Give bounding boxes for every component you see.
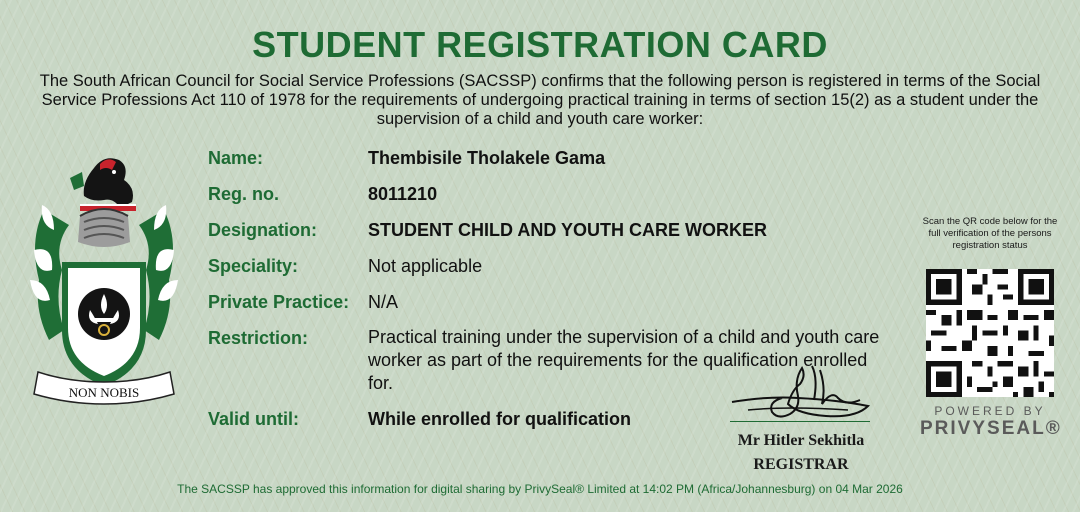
name-value: Thembisile Tholakele Gama bbox=[368, 148, 606, 168]
field-label: Restriction: bbox=[208, 328, 309, 348]
valid-until-value: While enrolled for qualification bbox=[368, 409, 632, 429]
motto-text: NON NOBIS bbox=[68, 385, 140, 400]
registrar-signature-icon bbox=[728, 360, 873, 426]
intro-text: The South African Council for Social Service Professions (SACSSP) confirms that the following person is registered in terms of the Social Service Professions Act 110 of 1978 for the requirements of undergoing practical training in terms of section 15(2) as a student under the supervision of a child and youth care worker: bbox=[39, 72, 1041, 128]
designation-value: STUDENT CHILD AND YOUTH CARE WORKER bbox=[368, 220, 767, 240]
private-practice-value: N/A bbox=[368, 292, 399, 312]
field-speciality-row bbox=[208, 254, 898, 278]
field-label: Private Practice: bbox=[208, 292, 350, 312]
coat-of-arms-icon bbox=[24, 150, 184, 410]
powered-by-label: POWERED BY bbox=[934, 404, 1046, 418]
field-private-practice-row bbox=[208, 290, 898, 314]
field-label: Designation: bbox=[208, 220, 318, 240]
field-designation-row bbox=[208, 218, 898, 242]
card-title: STUDENT REGISTRATION CARD bbox=[252, 24, 828, 65]
field-label: Valid until: bbox=[208, 409, 300, 429]
restriction-value: Practical training under the supervision of a child and youth care worker as part of the requirements for the qualification enrolled for. bbox=[368, 327, 880, 393]
regno-value: 8011210 bbox=[368, 184, 438, 204]
field-label: Name: bbox=[208, 148, 264, 168]
field-label: Reg. no. bbox=[208, 184, 279, 204]
qr-code-icon[interactable] bbox=[926, 269, 1054, 397]
qr-caption: Scan the QR code below for the full verification of the persons registration status bbox=[922, 216, 1058, 251]
signature-line bbox=[730, 421, 870, 422]
footer-notice: The SACSSP has approved this information for digital sharing by PrivySeal® Limited at 14:02 PM (Africa/Johannesburg) on 04 Mar 2026 bbox=[177, 482, 903, 496]
field-regno-row bbox=[208, 182, 898, 206]
field-name-row bbox=[208, 146, 898, 170]
privyseal-logo: PRIVYSEAL® bbox=[920, 418, 1062, 439]
field-label: Speciality: bbox=[208, 256, 299, 276]
registrar-name: Mr Hitler Sekhitla bbox=[737, 432, 865, 449]
registrar-title: REGISTRAR bbox=[753, 456, 849, 473]
speciality-value: Not applicable bbox=[368, 256, 483, 276]
